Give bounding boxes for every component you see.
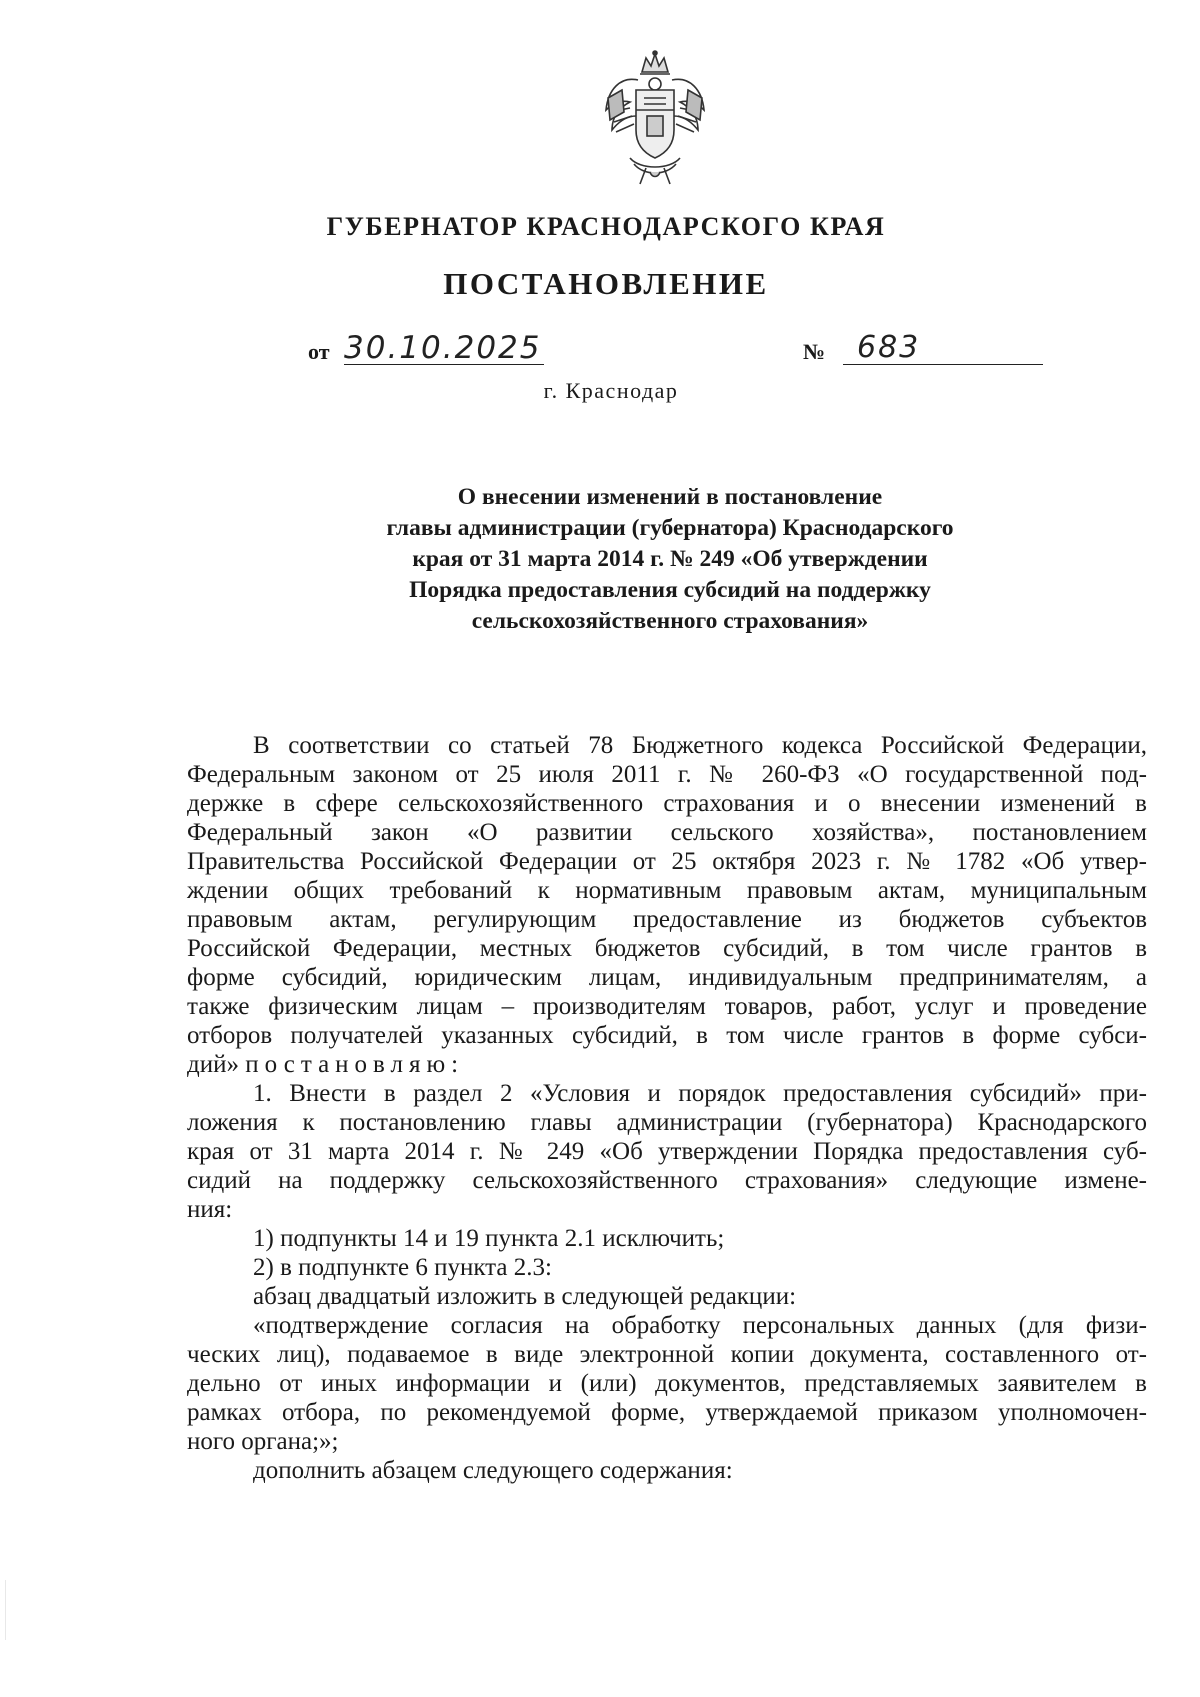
date-underline	[344, 364, 544, 365]
paragraph-line: ложения к постановлению главы администрации (губернатора) Краснодарского	[187, 1109, 1147, 1136]
paragraph-line: также физическим лицам – производителям товаров, работ, услуг и проведение	[187, 993, 1147, 1020]
paragraph-line: Федеральным законом от 25 июля 2011 г. № 260-ФЗ «О государственной под-	[187, 761, 1147, 788]
coat-of-arms-icon	[600, 50, 710, 186]
city: г. Краснодар	[543, 378, 679, 403]
list-item: 1) подпункты 14 и 19 пункта 2.1 исключить;	[253, 1225, 725, 1252]
scan-margin-mark	[5, 1580, 6, 1640]
title-line: Порядка предоставления субсидий на поддержку	[409, 577, 931, 603]
paragraph-line: В соответствии со статьей 78 Бюджетного кодекса Российской Федерации,	[253, 732, 1147, 759]
document-body	[187, 731, 1147, 1485]
quote-line: дельно от иных информации и (или) документов, представляемых заявителем в	[187, 1370, 1147, 1397]
list-item: 2) в подпункте 6 пункта 2.3:	[253, 1254, 552, 1281]
title-line: сельскохозяйственного страхования»	[471, 608, 869, 634]
paragraph-line-resolution	[187, 1050, 1147, 1079]
date-value: 30.10.2025	[344, 330, 542, 366]
paragraph-line: правовым актам, регулирующим предоставление из бюджетов субъектов	[187, 906, 1147, 933]
document-title	[300, 482, 1040, 637]
paragraph-line: 1. Внести в раздел 2 «Условия и порядок предоставления субсидий» при-	[253, 1080, 1147, 1107]
number-underline	[843, 364, 1043, 365]
quote-line: ческих лиц), подаваемое в виде электронной копии документа, составленного от-	[187, 1341, 1147, 1368]
quote-line: ного органа;»;	[187, 1428, 339, 1455]
resolution-start: дий»	[187, 1051, 239, 1078]
paragraph-line: отборов получателей указанных субсидий, в том числе грантов в форме субси-	[187, 1022, 1147, 1049]
number-prefix: №	[803, 339, 826, 364]
paragraph-line: ния:	[187, 1196, 233, 1223]
number-value: 683	[857, 330, 921, 365]
document-type: ПОСТАНОВЛЕНИЕ	[443, 266, 769, 301]
resolution-word: постановляю:	[245, 1051, 465, 1078]
paragraph-line: форме субсидий, юридическим лицам, индивидуальным предпринимателям, а	[187, 964, 1147, 991]
paragraph-line: Российской Федерации, местных бюджетов субсидий, в том числе грантов в	[187, 935, 1147, 962]
paragraph-line: Правительства Российской Федерации от 25 октября 2023 г. № 1782 «Об утвер-	[187, 848, 1147, 875]
title-line: главы администрации (губернатора) Краснодарского	[386, 515, 954, 541]
title-line: О внесении изменений в постановление	[457, 484, 883, 510]
date-prefix: от	[308, 339, 330, 364]
paragraph-line: края от 31 марта 2014 г. № 249 «Об утверждении Порядка предоставления суб-	[187, 1138, 1147, 1165]
paragraph-line: держке в сфере сельскохозяйственного страхования и о внесении изменений в	[187, 790, 1147, 817]
list-item: абзац двадцатый изложить в следующей редакции:	[253, 1283, 797, 1310]
title-line: края от 31 марта 2014 г. № 249 «Об утверждении	[412, 546, 928, 572]
paragraph-line: ждении общих требований к нормативным правовым актам, муниципальным	[187, 877, 1147, 904]
list-item: дополнить абзацем следующего содержания:	[253, 1457, 733, 1484]
quote-line: «подтверждение согласия на обработку персональных данных (для физи-	[253, 1312, 1147, 1339]
quote-line: рамках отбора, по рекомендуемой форме, утверждаемой приказом уполномочен-	[187, 1399, 1147, 1426]
issuer-title: ГУБЕРНАТОР КРАСНОДАРСКОГО КРАЯ	[326, 212, 886, 241]
paragraph-line: сидий на поддержку сельскохозяйственного страхования» следующие измене-	[187, 1167, 1147, 1194]
paragraph-line: Федеральный закон «О развитии сельского хозяйства», постановлением	[187, 819, 1147, 846]
